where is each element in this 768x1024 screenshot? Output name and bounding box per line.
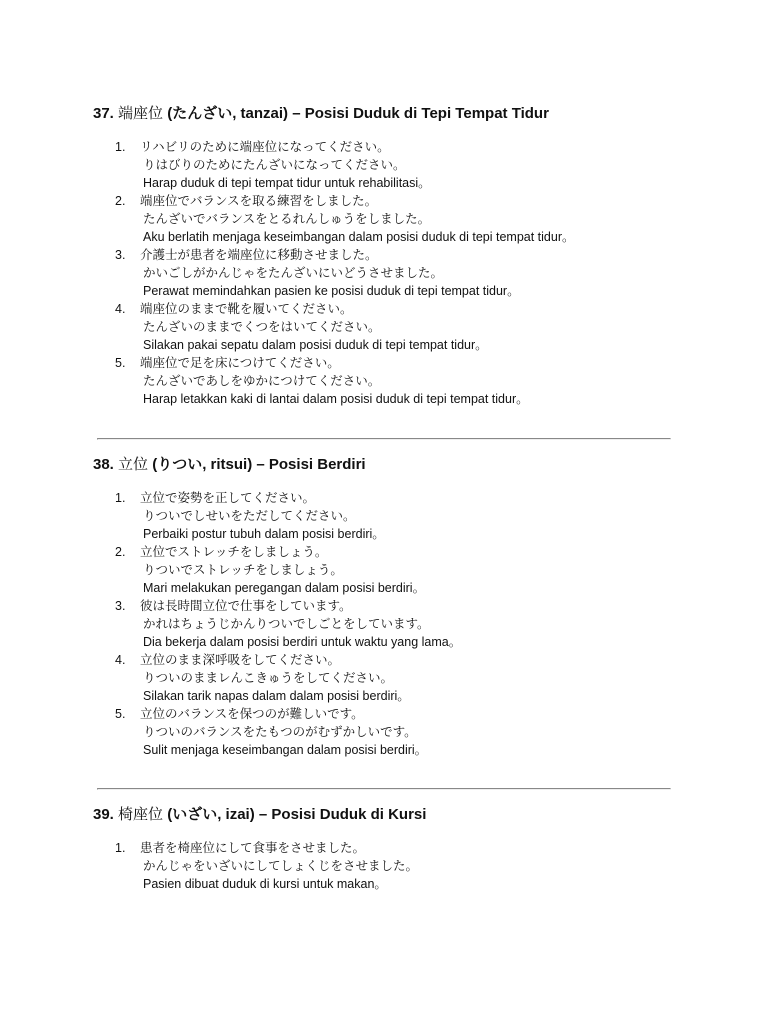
example-japanese: 介護士が患者を端座位に移動させました。 [140,248,378,262]
example-item [93,300,693,354]
section-38 [93,455,693,757]
example-item [93,543,693,597]
example-indonesian: Perawat memindahkan pasien ke posisi duduk di tepi tempat tidur。 [143,284,520,298]
example-number: 5. [115,707,126,721]
example-japanese: リハビリのために端座位になってください。 [140,140,390,154]
example-kana: りついのバランスをたもつのがむずかしいです。 [143,725,417,739]
example-japanese: 患者を椅座位にして食事をさせました。 [140,841,366,855]
example-japanese: 立位のバランスを保つのが難しいです。 [140,707,364,721]
heading-reading: (いざい, izai) – Posisi Duduk di Kursi [167,806,427,823]
example-indonesian: Harap letakkan kaki di lantai dalam posisi duduk di tepi tempat tidur。 [143,392,529,406]
example-kana: かれはちょうじかんりついでしごとをしています。 [143,617,430,631]
example-number: 1. [115,140,126,154]
example-indonesian: Silakan tarik napas dalam dalam posisi berdiri。 [143,689,410,703]
example-japanese: 彼は長時間立位で仕事をしています。 [140,599,352,613]
heading-reading: (たんざい, tanzai) – Posisi Duduk di Tepi Tempat Tidur [167,105,549,122]
section-39 [93,805,693,891]
example-indonesian: Silakan pakai sepatu dalam posisi duduk di tepi tempat tidur。 [143,338,488,352]
example-indonesian: Pasien dibuat duduk di kursi untuk makan。 [143,877,387,891]
example-number: 3. [115,599,126,613]
example-item [93,489,693,543]
example-japanese: 端座位のままで靴を履いてください。 [140,302,353,316]
example-number: 2. [115,545,126,559]
section-heading [93,805,693,825]
heading-term: 端座位 [118,105,164,122]
example-number: 4. [115,653,126,667]
example-number: 4. [115,302,126,316]
example-number: 3. [115,248,126,262]
example-kana: りついのままレんこきゅうをしてください。 [143,671,394,685]
example-indonesian: Dia bekerja dalam posisi berdiri untuk waktu yang lama。 [143,635,462,649]
example-item [93,651,693,705]
section-heading [93,104,693,124]
example-item [93,246,693,300]
section-heading [93,455,693,475]
example-indonesian: Mari melakukan peregangan dalam posisi berdiri。 [143,581,426,595]
heading-number: 37. [93,105,114,122]
example-japanese: 端座位でバランスを取る練習をしました。 [140,194,378,208]
example-kana: りついでストレッチをしましょう。 [143,563,343,577]
example-kana: たんざいのままでくつをはいてください。 [143,320,381,334]
example-kana: かいごしがかんじゃをたんざいにいどうさせました。 [143,266,444,280]
section-37 [93,104,693,406]
heading-number: 38. [93,456,114,473]
example-item [93,839,693,893]
heading-term: 椅座位 [118,806,164,823]
example-number: 1. [115,841,126,855]
example-indonesian: Perbaiki postur tubuh dalam posisi berdiri。 [143,527,385,541]
example-list [93,839,693,893]
example-item [93,705,693,759]
example-indonesian: Harap duduk di tepi tempat tidur untuk rehabilitasi。 [143,176,431,190]
example-japanese: 立位のまま深呼吸をしてください。 [140,653,341,667]
example-item [93,192,693,246]
example-item [93,354,693,408]
example-list [93,489,693,759]
example-kana: たんざいであしをゆかにつけてください。 [143,374,381,388]
heading-number: 39. [93,806,114,823]
example-number: 1. [115,491,126,505]
example-indonesian: Aku berlatih menjaga keseimbangan dalam posisi duduk di tepi tempat tidur。 [143,230,575,244]
section-divider [97,788,671,790]
example-number: 2. [115,194,126,208]
example-japanese: 端座位で足を床につけてください。 [140,356,340,370]
example-list [93,138,693,408]
example-kana: りはびりのためにたんざいになってください。 [143,158,406,172]
example-japanese: 立位で姿勢を正してください。 [140,491,316,505]
example-kana: りついでしせいをただしてください。 [143,509,356,523]
example-kana: かんじゃをいざいにしてしょくじをさせました。 [143,859,419,873]
example-japanese: 立位でストレッチをしましょう。 [140,545,328,559]
heading-term: 立位 [118,456,149,473]
heading-reading: (りつい, ritsui) – Posisi Berdiri [152,456,366,473]
example-kana: たんざいでバランスをとるれんしゅうをしました。 [143,212,431,226]
example-indonesian: Sulit menjaga keseimbangan dalam posisi berdiri。 [143,743,428,757]
example-item [93,597,693,651]
example-number: 5. [115,356,126,370]
section-divider [97,438,671,440]
example-item [93,138,693,192]
